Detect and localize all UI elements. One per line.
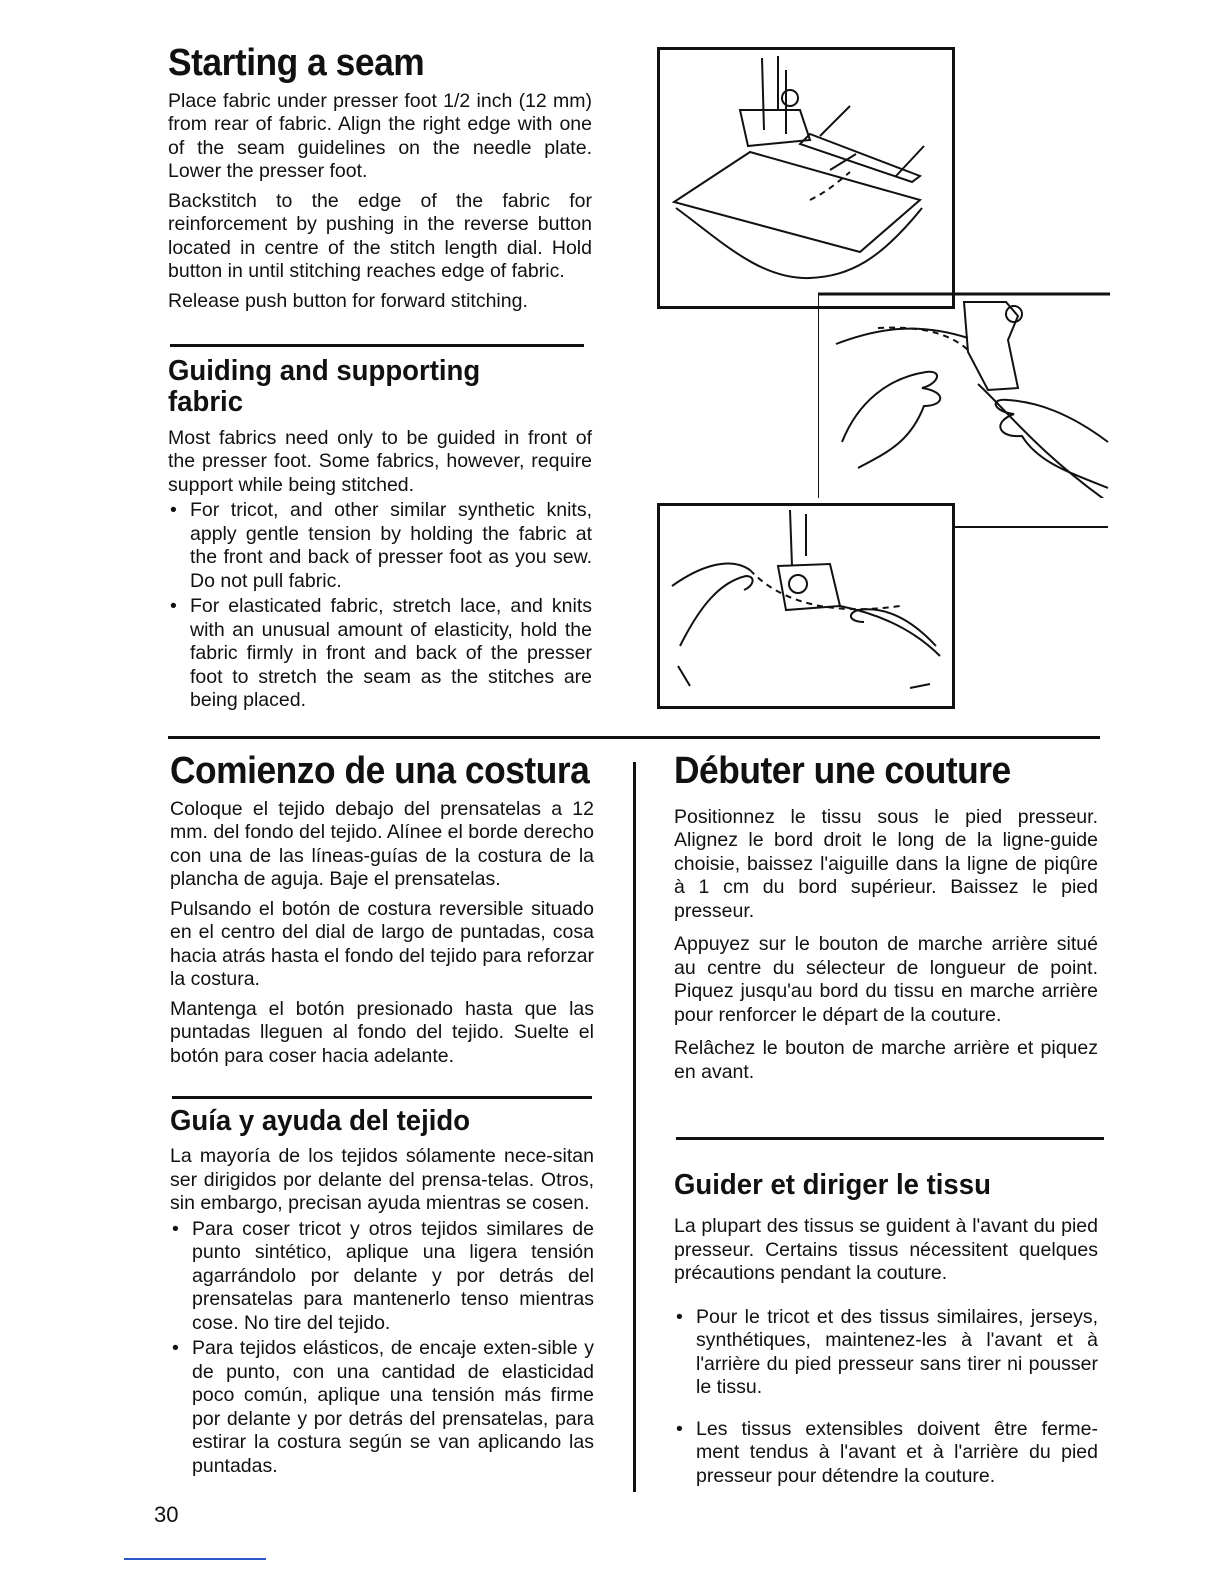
- scan-edge-line: [124, 1558, 266, 1560]
- hands-guiding-fabric-illustration: [818, 292, 1110, 498]
- list-item: • Para tejidos elásticos, de encaje exten-sible y de punto, con una cantidad de elasticidad poco común, aplique una tensión más firme por delante y por detrás del prensatelas, para estirar la costura según se van aplicando las puntadas.: [170, 1337, 594, 1478]
- french-starting-section: [674, 752, 1098, 1084]
- list-item: • Para coser tricot y otros tejidos similares de punto sintético, aplique una ligera tensión agarrándolo por delante y por detrás del prensatelas para mantenerlo tenso mientras cose. No tire del tejido.: [170, 1218, 594, 1336]
- english-guiding-section: [168, 356, 592, 713]
- english-guiding-p1: Most fabrics need only to be guided in front of the presser foot. Some fabrics, however, require support while being stitched.: [168, 426, 592, 496]
- spanish-guiding-p1: La mayoría de los tejidos sólamente nece-sitan ser dirigidos por delante del prensa-telas. Otros, sin embargo, precisan ayuda mientras se cosen.: [170, 1145, 594, 1215]
- english-guiding-title: Guiding and supporting fabric: [168, 355, 481, 419]
- french-divider: [676, 1137, 1104, 1140]
- presser-foot-on-fabric-illustration: [657, 47, 955, 309]
- illustration-connector-line: [952, 526, 1108, 528]
- english-starting-p2: Backstitch to the edge of the fabric for reinforcement by pushing in the reverse button located in centre of the stitch length dial. Hold button in until stitching reaches edge of fabric.: [168, 189, 592, 283]
- french-starting-title: Débuter une couture: [674, 750, 1011, 792]
- stitching-elastic-fabric-illustration: [657, 503, 955, 709]
- french-guiding-bullets: [674, 1306, 1098, 1489]
- spanish-starting-p3: Mantenga el botón presionado hasta que las puntadas lleguen al fondo del tejido. Suelte el botón para coser hacia adelante.: [170, 997, 594, 1067]
- french-starting-p2: Appuyez sur le bouton de marche arrière situé au centre du sélecteur de longueur de point. Piquez jusqu'au bord du tissu en marche arrière pour renforcer le départ de la couture.: [674, 933, 1098, 1026]
- french-starting-p3: Relâchez le bouton de marche arrière et piquez en avant.: [674, 1037, 1098, 1083]
- french-guiding-p1: La plupart des tissus se guident à l'avant du pied presseur. Certains tissus nécessitent quelques précautions pendant la couture.: [674, 1215, 1098, 1285]
- english-divider: [170, 344, 584, 347]
- list-item: • For tricot, and other similar synthetic knits, apply gentle tension by holding the fabric at the front and back of presser foot as you sew. Do not pull fabric.: [168, 499, 592, 593]
- spanish-starting-p2: Pulsando el botón de costura reversible situado en el centro del dial de largo de puntadas, cosa hacia atrás hasta el fondo del tejido para reforzar la costura.: [170, 897, 594, 991]
- column-divider: [633, 762, 636, 1492]
- spanish-starting-title: Comienzo de una costura: [170, 750, 590, 792]
- english-guiding-bullets: [168, 499, 592, 713]
- list-item: • Les tissus extensibles doivent être ferme-ment tendus à l'avant et à l'arrière du pied presseur pour détendre la couture.: [674, 1418, 1098, 1489]
- french-guiding-section: [674, 1170, 1098, 1488]
- english-starting-title: Starting a seam: [168, 42, 425, 84]
- spanish-guiding-title: Guía y ayuda del tejido: [170, 1105, 471, 1137]
- list-item: • For elasticated fabric, stretch lace, and knits with an unusual amount of elasticity, hold the fabric firmly in front and back of the presser foot to stretch the seam as the stitches are being placed.: [168, 595, 592, 713]
- spanish-top-divider: [168, 736, 1100, 739]
- english-starting-p3: Release push button for forward stitching.: [168, 289, 528, 312]
- english-starting-p1: Place fabric under presser foot 1/2 inch (12 mm) from rear of fabric. Align the right edge with one of the seam guidelines on the needle plate. Lower the presser foot.: [168, 89, 592, 183]
- spanish-guiding-section: [170, 1106, 594, 1478]
- list-item: • Pour le tricot et des tissus similaires, jerseys, synthétiques, maintenez-les à l'avant et à l'arrière du pied presseur sans tirer ni pousser le tissu.: [674, 1306, 1098, 1400]
- spanish-divider: [172, 1096, 592, 1099]
- spanish-guiding-bullets: [170, 1218, 594, 1479]
- page-number: 30: [154, 1502, 179, 1527]
- spanish-starting-section: [170, 752, 594, 1068]
- french-starting-p1: Positionnez le tissu sous le pied presseur. Alignez le bord droit le long de la ligne-guide choisie, baissez l'aiguille dans la ligne de piqûre à 1 cm du bord supérieur. Baissez le pied presseur.: [674, 805, 1098, 922]
- french-guiding-title: Guider et diriger le tissu: [674, 1169, 991, 1201]
- spanish-starting-p1: Coloque el tejido debajo del prensatelas a 12 mm. del fondo del tejido. Alínee el borde derecho con una de las líneas-guías de la costura de la plancha de aguja. Baje el prensatelas.: [170, 797, 594, 891]
- english-starting-section: [168, 44, 592, 313]
